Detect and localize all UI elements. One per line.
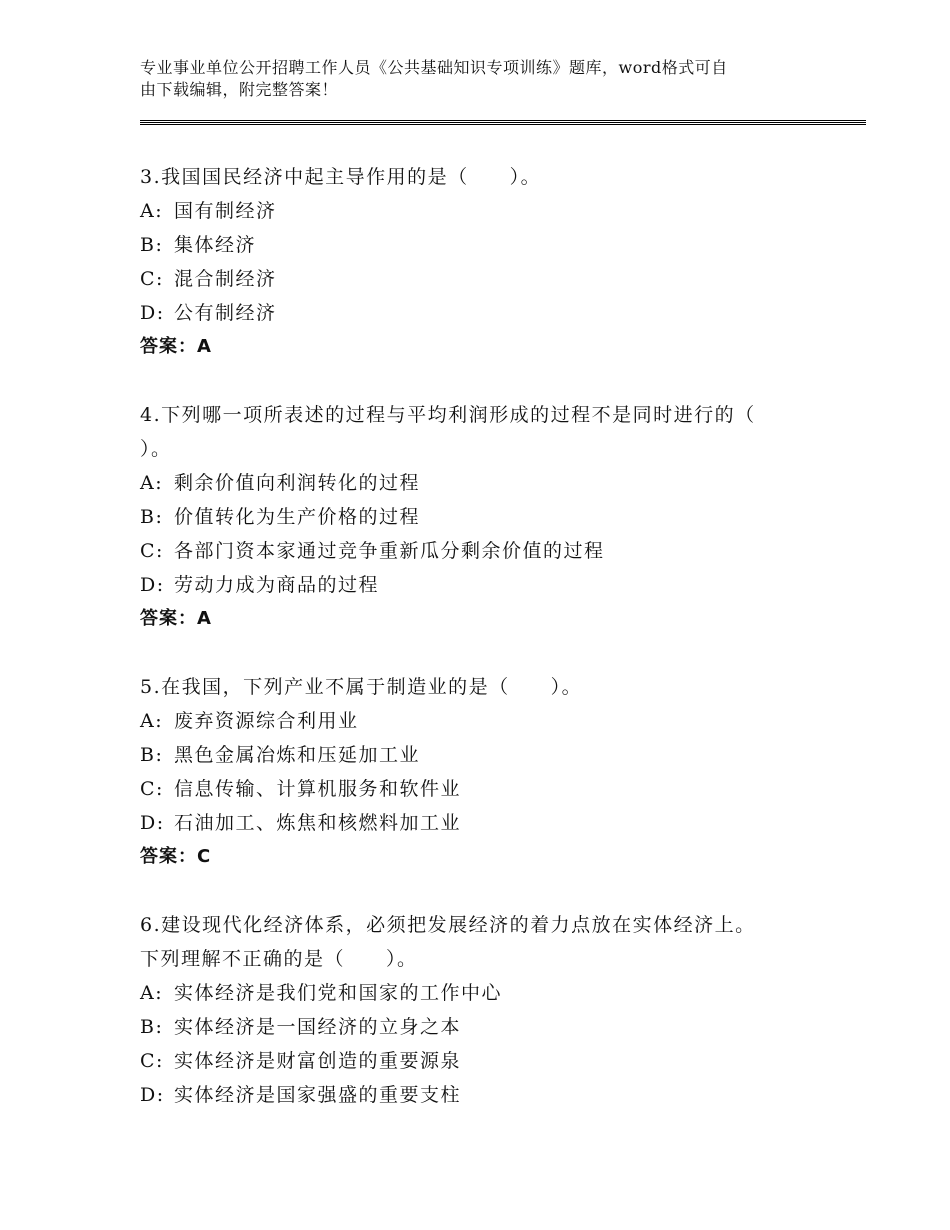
option-text: 剩余价值向利润转化的过程 xyxy=(174,472,421,494)
question-list xyxy=(140,160,820,1146)
answer-label: 答案：A xyxy=(140,336,212,357)
question-4 xyxy=(140,398,820,636)
option-text: 实体经济是国家强盛的重要支柱 xyxy=(174,1084,462,1106)
option-text: 价值转化为生产价格的过程 xyxy=(174,506,421,528)
option-text: 实体经济是财富创造的重要源泉 xyxy=(174,1050,462,1072)
option-key: B: xyxy=(140,1016,164,1038)
answer-label: 答案：C xyxy=(140,846,212,867)
option-d xyxy=(140,568,820,602)
option-c xyxy=(140,534,820,568)
question-stem: 3.我国国民经济中起主导作用的是（ ）。 xyxy=(140,166,542,188)
question-stem-continued: 下列理解不正确的是（ ）。 xyxy=(140,948,418,970)
option-key: D: xyxy=(140,302,165,324)
option-text: 国有制经济 xyxy=(174,200,277,222)
question-stem: 4.下列哪一项所表述的过程与平均利润形成的过程不是同时进行的（ xyxy=(140,404,756,426)
option-text: 石油加工、炼焦和核燃料加工业 xyxy=(174,812,462,834)
option-d xyxy=(140,296,820,330)
option-c xyxy=(140,262,820,296)
option-text: 公有制经济 xyxy=(174,302,277,324)
option-key: C: xyxy=(140,268,164,290)
question-stem: 5.在我国，下列产业不属于制造业的是（ ）。 xyxy=(140,676,583,698)
answer-label: 答案：A xyxy=(140,608,212,629)
option-b xyxy=(140,1010,820,1044)
question-stem-continued: ）。 xyxy=(140,438,172,460)
option-key: A: xyxy=(140,200,164,222)
option-text: 实体经济是一国经济的立身之本 xyxy=(174,1016,462,1038)
option-text: 废弃资源综合利用业 xyxy=(174,710,359,732)
header-line-2: 由下载编辑，附完整答案！ xyxy=(140,80,339,99)
question-5 xyxy=(140,670,820,874)
option-a xyxy=(140,466,820,500)
option-key: D: xyxy=(140,574,165,596)
option-a xyxy=(140,976,820,1010)
question-stem: 6.建设现代化经济体系，必须把发展经济的着力点放在实体经济上。 xyxy=(140,914,756,936)
option-b xyxy=(140,228,820,262)
option-key: D: xyxy=(140,812,165,834)
option-key: A: xyxy=(140,982,164,1004)
option-text: 实体经济是我们党和国家的工作中心 xyxy=(174,982,503,1004)
header-line-1: 专业事业单位公开招聘工作人员《公共基础知识专项训练》题库，word格式可自 xyxy=(140,58,728,77)
option-text: 信息传输、计算机服务和软件业 xyxy=(174,778,462,800)
option-key: C: xyxy=(140,1050,164,1072)
option-c xyxy=(140,772,820,806)
option-key: B: xyxy=(140,744,164,766)
option-a xyxy=(140,194,820,228)
option-d xyxy=(140,806,820,840)
option-key: D: xyxy=(140,1084,165,1106)
option-text: 劳动力成为商品的过程 xyxy=(174,574,380,596)
option-text: 混合制经济 xyxy=(174,268,277,290)
document-header xyxy=(140,57,820,101)
question-3 xyxy=(140,160,820,364)
option-key: A: xyxy=(140,472,164,494)
option-b xyxy=(140,500,820,534)
question-6 xyxy=(140,908,820,1112)
header-divider xyxy=(140,120,866,125)
option-key: A: xyxy=(140,710,164,732)
option-d xyxy=(140,1078,820,1112)
option-key: C: xyxy=(140,778,164,800)
option-text: 各部门资本家通过竞争重新瓜分剩余价值的过程 xyxy=(174,540,605,562)
option-b xyxy=(140,738,820,772)
option-text: 黑色金属冶炼和压延加工业 xyxy=(174,744,421,766)
option-key: B: xyxy=(140,234,164,256)
option-text: 集体经济 xyxy=(174,234,257,256)
option-key: C: xyxy=(140,540,164,562)
option-a xyxy=(140,704,820,738)
option-key: B: xyxy=(140,506,164,528)
option-c xyxy=(140,1044,820,1078)
